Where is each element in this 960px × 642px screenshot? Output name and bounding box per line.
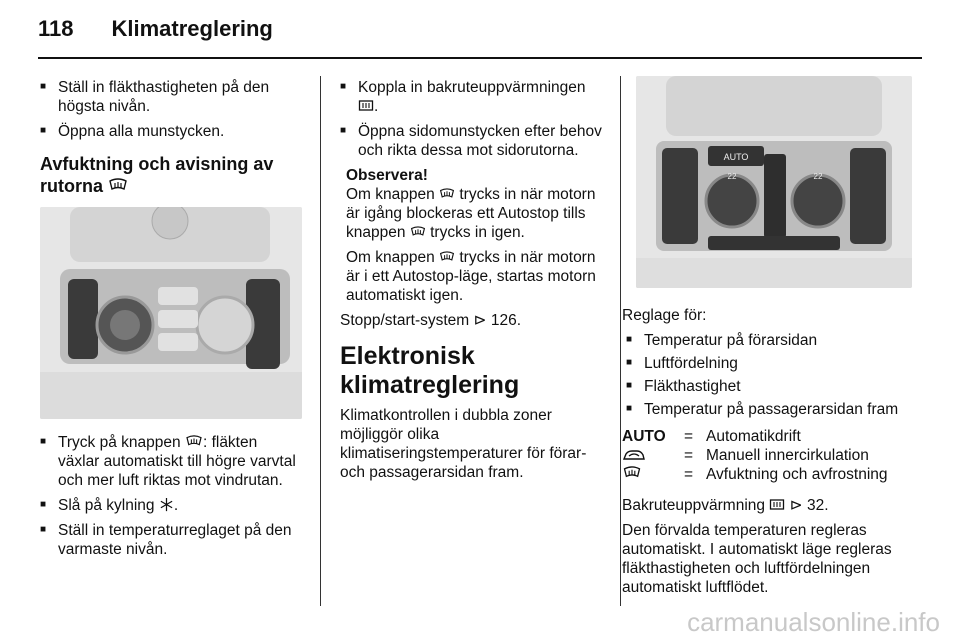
list-item: ■ Öppna sidomunstycken efter behov och rikta dessa mot sidorutorna.	[340, 123, 602, 159]
defrost-icon	[108, 178, 128, 194]
legend-row: AUTO = Automatikdrift	[622, 428, 801, 445]
list-item: ■ Luftfördelning	[626, 355, 738, 372]
defrost-icon	[622, 466, 642, 481]
column-divider-2b	[620, 76, 621, 606]
list-item: ■ Fläkthastighet	[626, 378, 741, 395]
legend-symbol-auto: AUTO	[622, 428, 666, 445]
recirculation-car-icon	[622, 448, 646, 462]
list-item: ■ Slå på kylning .	[40, 497, 179, 514]
list-item: ■ Öppna alla munstycken.	[40, 123, 225, 140]
watermark: carmanualsonline.info	[687, 607, 940, 637]
column-2	[340, 78, 605, 488]
list-item: ■ Temperatur på förarsidan	[626, 332, 818, 349]
body-paragraph: Klimatkontrollen i dubbla zoner möjliggör olika klimatiseringstemperaturer för förar- och passagerarsidan fram.	[340, 407, 587, 481]
column-divider-1	[320, 76, 321, 606]
reference-arrow-icon: ⊳	[789, 497, 803, 514]
cross-reference[interactable]: Stopp/start-system ⊳ 126.	[340, 312, 522, 329]
panel-auto-label: AUTO	[723, 152, 749, 162]
legend-row: = Avfuktning och avfrostning	[622, 465, 892, 484]
climate-panel-image-1	[40, 207, 302, 419]
rear-window-heating-icon	[769, 498, 785, 512]
legend-row: = Manuell innercirkulation	[622, 446, 892, 465]
cross-reference[interactable]: Bakruteuppvärmning ⊳ 32.	[622, 497, 829, 514]
panel-temp-right: 22	[813, 172, 823, 181]
page-header	[38, 14, 273, 44]
reference-arrow-icon: ⊳	[473, 312, 487, 329]
column-3	[622, 76, 922, 603]
note-paragraph: Om knappen trycks in när motorn är i ett Autostop-läge, startas motorn automatiskt igen.	[346, 249, 596, 304]
snowflake-icon	[159, 497, 174, 512]
symbol-legend	[622, 427, 892, 484]
note-paragraph: Om knappen trycks in när motorn är igång blockeras ett Autostop tills knappen trycks in igen.	[346, 186, 596, 241]
controls-intro: Reglage för:	[622, 307, 707, 324]
defrost-icon	[410, 226, 426, 239]
list-item: ■ Ställ in temperaturreglaget på den varmaste nivån.	[40, 522, 292, 558]
list-item: ■ Tryck på knappen : fläkten växlar automatiskt till högre varvtal och mer luft riktas mot vindrutan.	[40, 434, 296, 489]
panel-temp-left: 22	[727, 172, 737, 181]
page-number: 118	[38, 16, 74, 41]
defrost-icon	[185, 435, 203, 449]
panel-photo-right	[636, 76, 912, 288]
list-item: ■ Koppla in bakruteuppvärmningen .	[340, 79, 586, 115]
list-item: ■ Ställ in fläkthastigheten på den högsta nivån.	[40, 79, 270, 115]
section-heading-electronic-climate: Elektronisk klimatreglering	[340, 342, 520, 399]
defrost-icon	[439, 251, 455, 264]
page-title: Klimatreglering	[111, 16, 273, 41]
panel-photo-left	[40, 207, 302, 419]
defrost-icon	[439, 188, 455, 201]
body-paragraph: Den förvalda temperaturen regleras automatiskt. I automatiskt läge regleras fläkthastigheten och luftfördelningen automatiskt luftflödet.	[622, 522, 892, 596]
rear-window-heating-icon	[358, 99, 374, 113]
column-1	[40, 78, 302, 565]
section-heading-dehumidify: Avfuktning och avisning av rutorna	[40, 154, 274, 196]
climate-panel-image-2	[636, 76, 912, 288]
note-box	[346, 166, 605, 305]
list-item: ■ Temperatur på passagerarsidan fram	[626, 401, 899, 418]
note-title: Observera!	[346, 167, 428, 184]
header-rule	[38, 57, 922, 59]
